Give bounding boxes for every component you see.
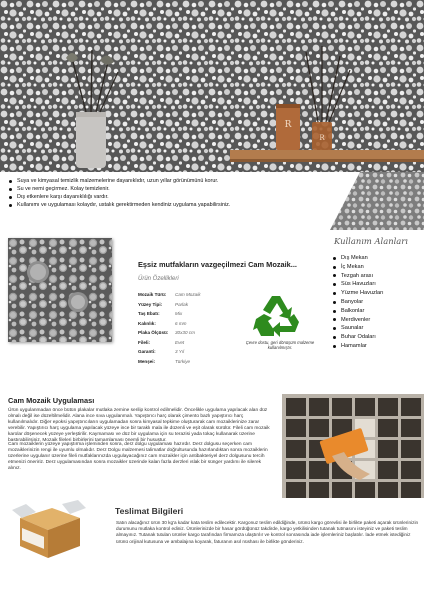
spec-label: Fileli: <box>138 339 150 345</box>
grouting-photo <box>282 394 424 498</box>
spec-value: Mix <box>175 311 183 316</box>
shipping-section <box>0 500 424 600</box>
usage-item: İç Mekan <box>332 263 384 272</box>
hero-image <box>0 0 424 172</box>
product-subtitle: Ürün Özellikleri <box>138 276 179 282</box>
usage-title: Kullanım Alanları <box>334 236 408 246</box>
shipping-title: Teslimat Bilgileri <box>115 506 184 516</box>
usage-item: Merdivenler <box>332 316 384 325</box>
product-title: Eşsiz mutfakların vazgeçilmezi Cam Mozaik... <box>138 260 297 269</box>
spec-value: Cam Mozaik <box>175 292 201 297</box>
feature-item: Suya ve kimyasal temizlik malzemelerine dayanıklıdır, uzun yıllar görünümünü korur. <box>8 177 308 185</box>
pebble-mosaic-pattern <box>0 0 424 172</box>
spec-label: Yüzey Tipi: <box>138 301 163 307</box>
spec-value: Evet <box>175 339 185 345</box>
usage-item: Tezgah arası <box>332 272 384 281</box>
spec-row <box>138 300 246 310</box>
spec-value: 30x30 cm <box>175 330 195 335</box>
spec-label: Garanti: <box>138 349 156 354</box>
shipping-text: Satın alacağınız ürün 30 kg'a kadar kata teslim edilecektir. Kargonuz teslim edildiğinde, ürünü kargo görevlisi ile birlikte paketi açarak ürünlerinizin durumunu mutlaka kontrol ediniz. Ürünlerinizde bir hasar gördüğünüz takdirde, kargo yetkilisinden tutanak tutmasını isteyiniz ve paketi teslim almayınız. Tutanak tutulan ürünler kargo tarafından firmamıza ulaştırılır ve kontrol sonrasında iade işlemleriniz başlatılır. İade etmek istediğiniz ürünü orijinal kutusuna ve ambalajına koyarak, faturanın asıl nüshası ile birlikte gönderiniz. <box>116 520 419 544</box>
spec-value: Parlak <box>175 301 189 307</box>
spec-row <box>138 357 246 367</box>
spec-label: Taş Ebatı: <box>138 311 160 316</box>
feature-item: Dış etkenlere karşı dayanıklılığı vardır. <box>8 193 308 201</box>
wooden-shelf <box>230 150 424 159</box>
spec-value: 6 mm <box>175 320 187 326</box>
application-paragraph-2: Cam mozaiklerin yüzeye yapıştırma işleminden sonra, derz dolgu uygulaması hazırdır. Derz dolgusu seçerken cam mozaiklerinizin rengi ile uyumlu olmalıdır. Derz Dolgu malzemesi talimatlar doğrultusunda hazırlandıktan sonra mozaiklerin üzerlerine uygulanır üzerine fileli mutfaklarınızda uygulayacağınız cam mozaikler için antibakteriyel derz dolgusunu tercih etmenizi öneririz. Derz uygulamasından sonra mozaikler üzerinde kalan fazla derzleri ıslak bir sünger yardımı ile silerek alınız. <box>8 442 268 472</box>
usage-item: Balkonlar <box>332 307 384 316</box>
recycle-caption: Çevre dostu, geri dönüşüm malzeme kullanılmıştır. <box>245 340 315 351</box>
spec-row <box>138 290 246 300</box>
spec-row <box>138 309 246 319</box>
usage-item: Süs Havuzları <box>332 280 384 289</box>
shipping-box-image <box>12 500 86 560</box>
recycle-icon <box>250 292 308 338</box>
usage-item: Yüzme Havuzları <box>332 289 384 298</box>
tile-closeup-image <box>330 172 424 230</box>
spec-row <box>138 328 246 338</box>
feature-item: Kullanımı ve uygulaması kolaydır, ustalık gerektirmeden kendiniz uygulama yapabilirsiniz. <box>8 201 308 209</box>
usage-item: Banyolar <box>332 298 384 307</box>
vase <box>76 112 106 168</box>
spec-row <box>138 319 246 329</box>
spec-row <box>138 347 246 357</box>
spec-row <box>138 338 246 348</box>
svg-text:R: R <box>319 134 325 142</box>
spec-value: Türkiye <box>175 358 191 364</box>
usage-item: Buhar Odaları <box>332 333 384 342</box>
spec-label: Plaka Ölçüsü: <box>138 330 169 335</box>
usage-item: Hamamlar <box>332 342 384 351</box>
spec-table <box>138 290 246 366</box>
spec-value: 3 Yıl <box>175 349 185 354</box>
feature-item: Su ve nemi geçirmez. Kolay temizlenir. <box>8 185 308 193</box>
application-title: Cam Mozaik Uygulaması <box>8 396 95 405</box>
usage-item: Dış Mekan <box>332 254 384 263</box>
application-paragraph-1: Ürün uygulanmadan önce bütün plakalar mutlaka zemine serilip kontrol edilmelidir. Öncelikle uygulama yapılacak alan düz olmalı değil ise düzeltilmelidir. Alana ince sıva uygulanmalı. Yapıştırıcı harç olarak çimento bazlı yapıştırıcı harç kullanılmalıdır. Diğer epoksi yapıştırıcıların uygulamadan sonra kimyasal tepkime oluşturarak cam mozaiklerinize zarar verebilir. Yapıştırıcı harç uygulama yapılacak yüzeye ince bir taraklı mala ile düzenli ve eşit olarak sürülür. Fileli cam mozaik karolar döşenecek yüzeye yerleştirilir. Kaymaması ve düz bir uygulama için su terazisi yada tokaç kullanarak üzerine bastırabilirsiniz. Mozaik fileleri birbirlerini tamamlaması önemli bir husustur. <box>8 408 270 444</box>
product-tile-image <box>8 238 112 342</box>
brand-logo-letter: R <box>284 120 292 130</box>
feature-list <box>8 177 308 209</box>
usage-list <box>332 254 384 351</box>
spec-label: Kalınlık: <box>138 320 156 326</box>
spec-label: Menşei: <box>138 358 156 364</box>
spec-label: Mozaik Türü: <box>138 292 167 297</box>
usage-item: Saunalar <box>332 324 384 333</box>
